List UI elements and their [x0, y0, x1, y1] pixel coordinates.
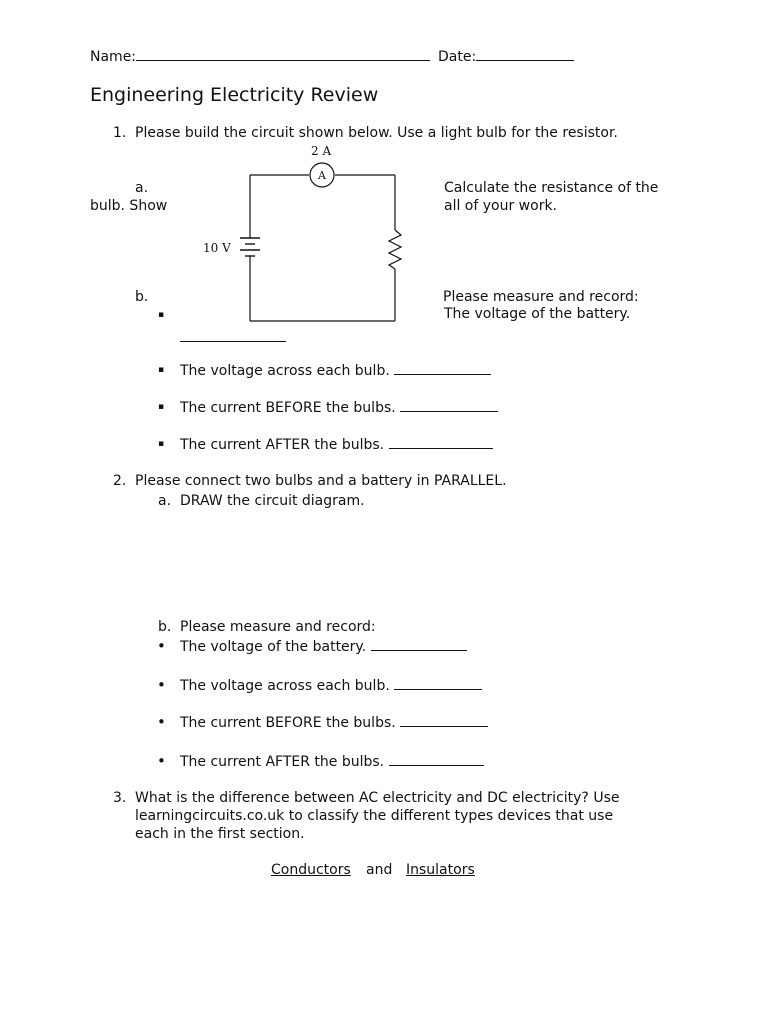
- q2-text: Please connect two bulbs and a battery in PARALLEL.: [135, 473, 507, 489]
- q2-bullet: •: [157, 752, 166, 770]
- answer-blank[interactable]: [394, 361, 491, 375]
- date-field[interactable]: [438, 47, 574, 66]
- insulators-heading: Insulators: [406, 862, 475, 878]
- answer-blank[interactable]: [389, 435, 493, 449]
- name-blank[interactable]: [136, 47, 430, 61]
- q1b-text: Please measure and record:: [443, 289, 639, 305]
- q2a-text: DRAW the circuit diagram.: [180, 493, 365, 509]
- q3-line-3: each in the first section.: [135, 826, 305, 842]
- series-circuit-diagram: [195, 138, 415, 330]
- q1b-label: b.: [135, 289, 149, 305]
- current-label: 2 A: [311, 144, 332, 158]
- name-field[interactable]: [90, 47, 430, 66]
- q1-bullet: ▪: [158, 310, 165, 320]
- q2-item-voltage-bulb: The voltage across each bulb.: [180, 678, 390, 694]
- q1a-text-right2: all of your work.: [444, 198, 558, 214]
- q2-number: 2.: [113, 473, 127, 489]
- q1-number: 1.: [113, 125, 127, 141]
- q1-bullet: ▪: [158, 439, 165, 449]
- voltage-label: 10 V: [203, 241, 231, 255]
- q2-bullet: •: [157, 713, 166, 731]
- resistor-icon: [389, 230, 401, 269]
- q2-bullet: •: [157, 637, 166, 655]
- q2b-text: Please measure and record:: [180, 619, 376, 635]
- battery-icon: [240, 238, 260, 256]
- q2-item-current-before: The current BEFORE the bulbs.: [180, 715, 396, 731]
- page-title: Engineering Electricity Review: [90, 84, 379, 106]
- q1-item-current-after: The current AFTER the bulbs.: [180, 437, 385, 453]
- q1a-text-right: Calculate the resistance of the: [444, 180, 659, 196]
- q2b-label: b.: [158, 619, 172, 635]
- and-text: and: [366, 862, 393, 878]
- date-label: Date:: [438, 49, 477, 65]
- answer-blank[interactable]: [394, 676, 482, 690]
- conductors-heading: Conductors: [271, 862, 351, 878]
- q3-line-1: What is the difference between AC electricity and DC electricity? Use: [135, 790, 620, 806]
- answer-blank[interactable]: [400, 713, 488, 727]
- q1-bullet: ▪: [158, 365, 165, 375]
- answer-blank[interactable]: [180, 328, 286, 342]
- q1-item-voltage-bulb: The voltage across each bulb.: [180, 363, 390, 379]
- answer-blank[interactable]: [371, 637, 467, 651]
- q2a-label: a.: [158, 493, 172, 509]
- q2-item-battery: The voltage of the battery.: [180, 639, 367, 655]
- q1a-text-left: bulb. Show: [90, 198, 168, 214]
- q1-item-current-before: The current BEFORE the bulbs.: [180, 400, 396, 416]
- q1-item-battery: The voltage of the battery.: [444, 306, 631, 322]
- ammeter-label: A: [318, 169, 326, 182]
- name-label: Name:: [90, 49, 137, 65]
- q3-number: 3.: [113, 790, 127, 806]
- q2-bullet: •: [157, 676, 166, 694]
- q1-bullet: ▪: [158, 402, 165, 412]
- answer-blank[interactable]: [400, 398, 498, 412]
- answer-blank[interactable]: [389, 752, 484, 766]
- date-blank[interactable]: [476, 47, 574, 61]
- q1a-label: a.: [135, 180, 149, 196]
- q2-item-current-after: The current AFTER the bulbs.: [180, 754, 385, 770]
- q3-line-2: learningcircuits.co.uk to classify the different types devices that use: [135, 808, 614, 824]
- q1-text: Please build the circuit shown below. Use a light bulb for the resistor.: [135, 125, 618, 141]
